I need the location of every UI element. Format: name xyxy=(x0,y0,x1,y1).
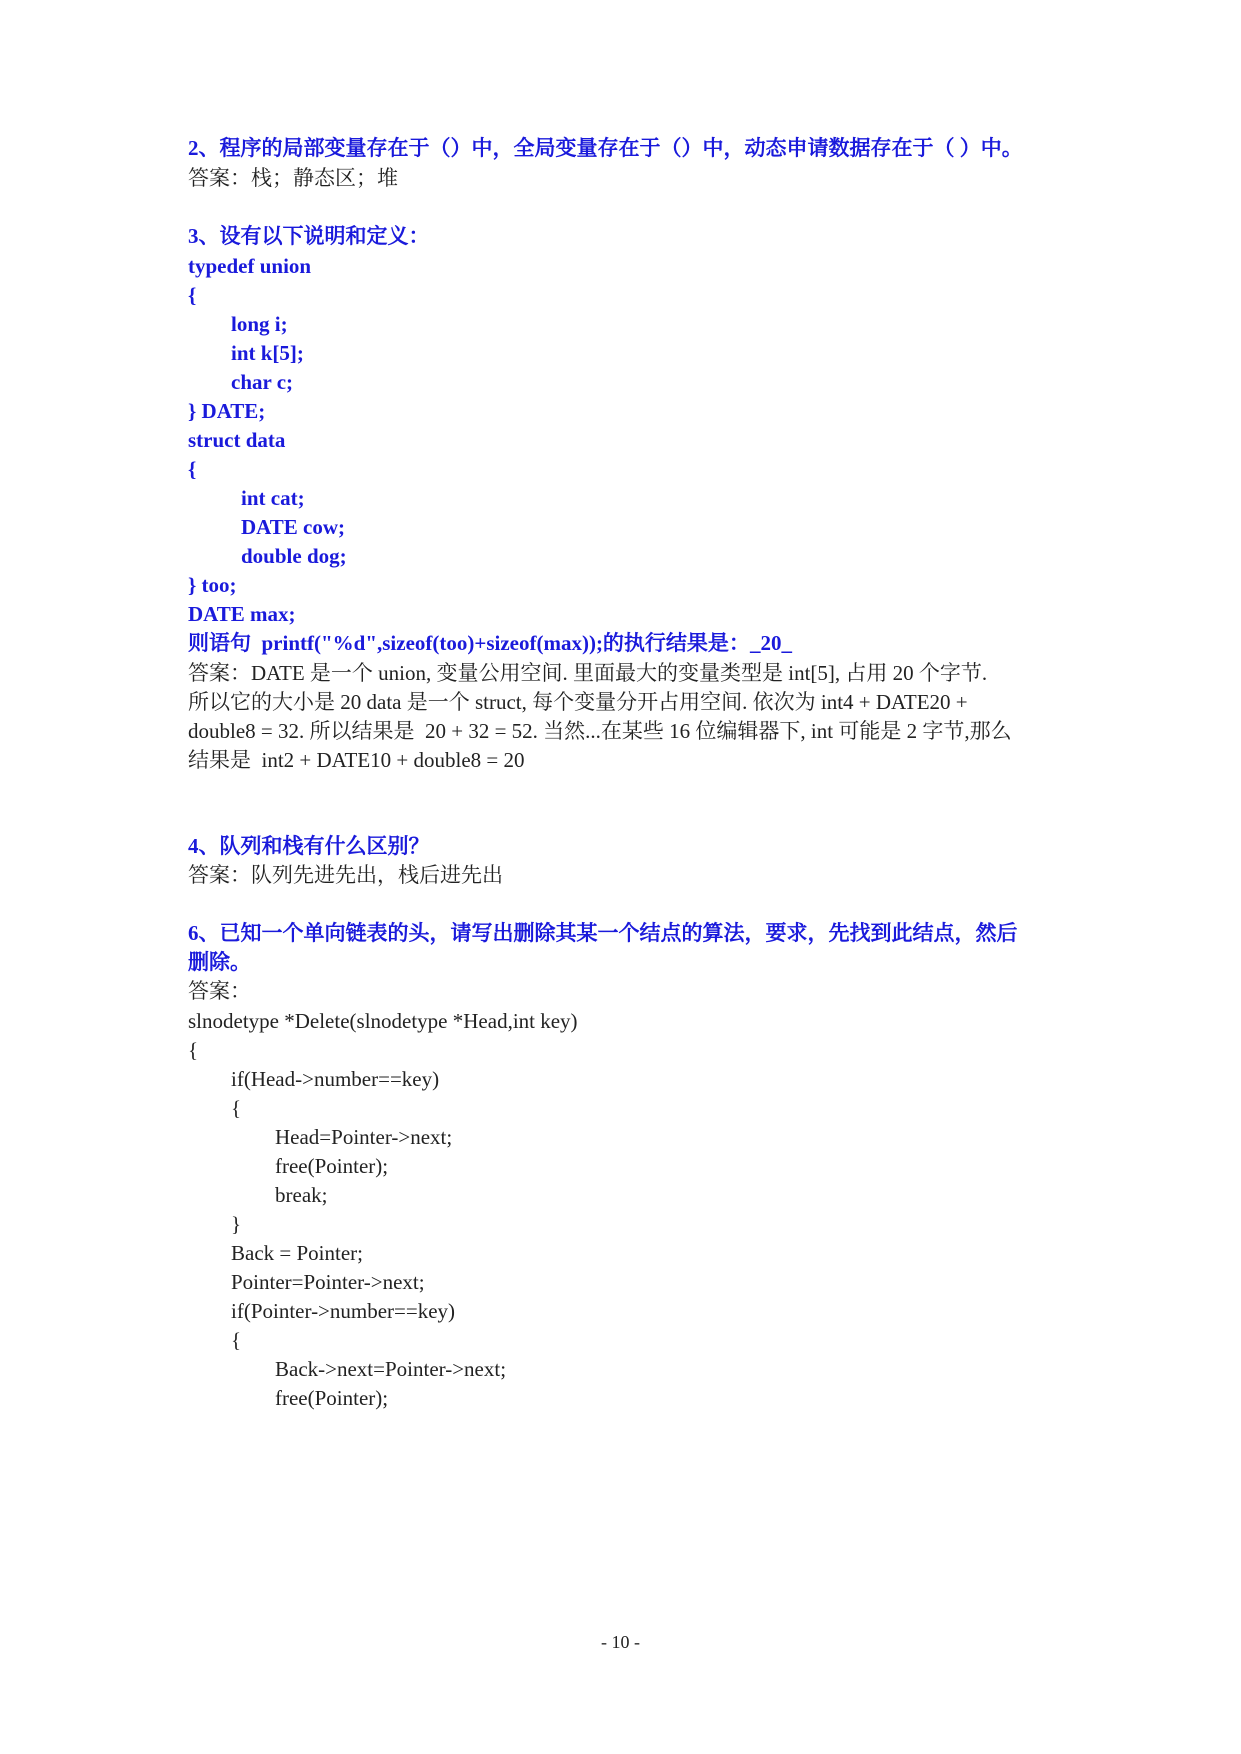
q6-question-line: 6、已知一个单向链表的头，请写出删除其某一个结点的算法，要求，先找到此结点，然后 xyxy=(188,921,1018,945)
q3-code-line: int k[5]; xyxy=(231,341,304,365)
q6-code-line: } xyxy=(231,1212,242,1236)
q3-answer-line: 结果是 int2 + DATE10 + double8 = 20 xyxy=(188,748,525,772)
q3-code-line: { xyxy=(188,457,197,481)
q6-code-line: { xyxy=(231,1096,242,1120)
q3-statement xyxy=(188,628,792,658)
q6-code-line: Pointer=Pointer->next; xyxy=(231,1270,425,1294)
q2-question: 2、程序的局部变量存在于（）中，全局变量存在于（）中，动态申请数据存在于（ ）中。 xyxy=(188,136,1023,160)
q2-answer: 答案：栈；静态区；堆 xyxy=(188,166,398,190)
q3-answer-line: double8 = 32. 所以结果是 20 + 32 = 52. 当然...在某些 16 位编辑器下, int 可能是 2 字节,那么 xyxy=(188,719,1012,743)
q4-question: 4、队列和栈有什么区别？ xyxy=(188,834,430,858)
q6-code-line: free(Pointer); xyxy=(275,1386,389,1410)
q3-code-line: DATE cow; xyxy=(241,515,346,539)
q6-answer-label: 答案： xyxy=(188,979,251,1003)
q3-code-line: { xyxy=(188,283,197,307)
q3-statement-text: 则语句 printf("%d",sizeof(too)+sizeof(max));的执行结果是： xyxy=(188,631,750,655)
q6-code-line: if(Pointer->number==key) xyxy=(231,1299,456,1323)
q6-code-line: { xyxy=(231,1328,242,1352)
q3-code-line: typedef union xyxy=(188,254,312,278)
q3-answer-blank: _20_ xyxy=(749,631,792,655)
q3-code-line: } too; xyxy=(188,573,237,597)
q3-code-line: DATE max; xyxy=(188,602,296,626)
q3-code-line: long i; xyxy=(231,312,288,336)
q6-code-line: Back->next=Pointer->next; xyxy=(275,1357,507,1381)
q3-code-line: char c; xyxy=(231,370,294,394)
q6-code-line: if(Head->number==key) xyxy=(231,1067,440,1091)
q6-question-line: 删除。 xyxy=(188,950,251,974)
page-number: - 10 - xyxy=(601,1632,640,1652)
q3-answer-line: 所以它的大小是 20 data 是一个 struct, 每个变量分开占用空间. 依次为 int4 + DATE20 + xyxy=(188,690,968,714)
q6-code-line: Head=Pointer->next; xyxy=(275,1125,453,1149)
q4-answer: 答案：队列先进先出，栈后进先出 xyxy=(188,863,503,887)
q6-code-line: Back = Pointer; xyxy=(231,1241,363,1265)
q6-code-line: { xyxy=(188,1038,199,1062)
q3-code-line: } DATE; xyxy=(188,399,266,423)
q3-code-line: double dog; xyxy=(241,544,347,568)
q6-code-line: free(Pointer); xyxy=(275,1154,389,1178)
q3-answer-line: 答案：DATE 是一个 union, 变量公用空间. 里面最大的变量类型是 int[5], 占用 20 个字节. xyxy=(188,661,988,685)
q6-code-line: break; xyxy=(275,1183,328,1207)
q3-question: 3、设有以下说明和定义： xyxy=(188,224,430,248)
q3-code-line: int cat; xyxy=(241,486,305,510)
q3-code-line: struct data xyxy=(188,428,286,452)
q6-code-line: slnodetype *Delete(slnodetype *Head,int key) xyxy=(188,1009,578,1033)
